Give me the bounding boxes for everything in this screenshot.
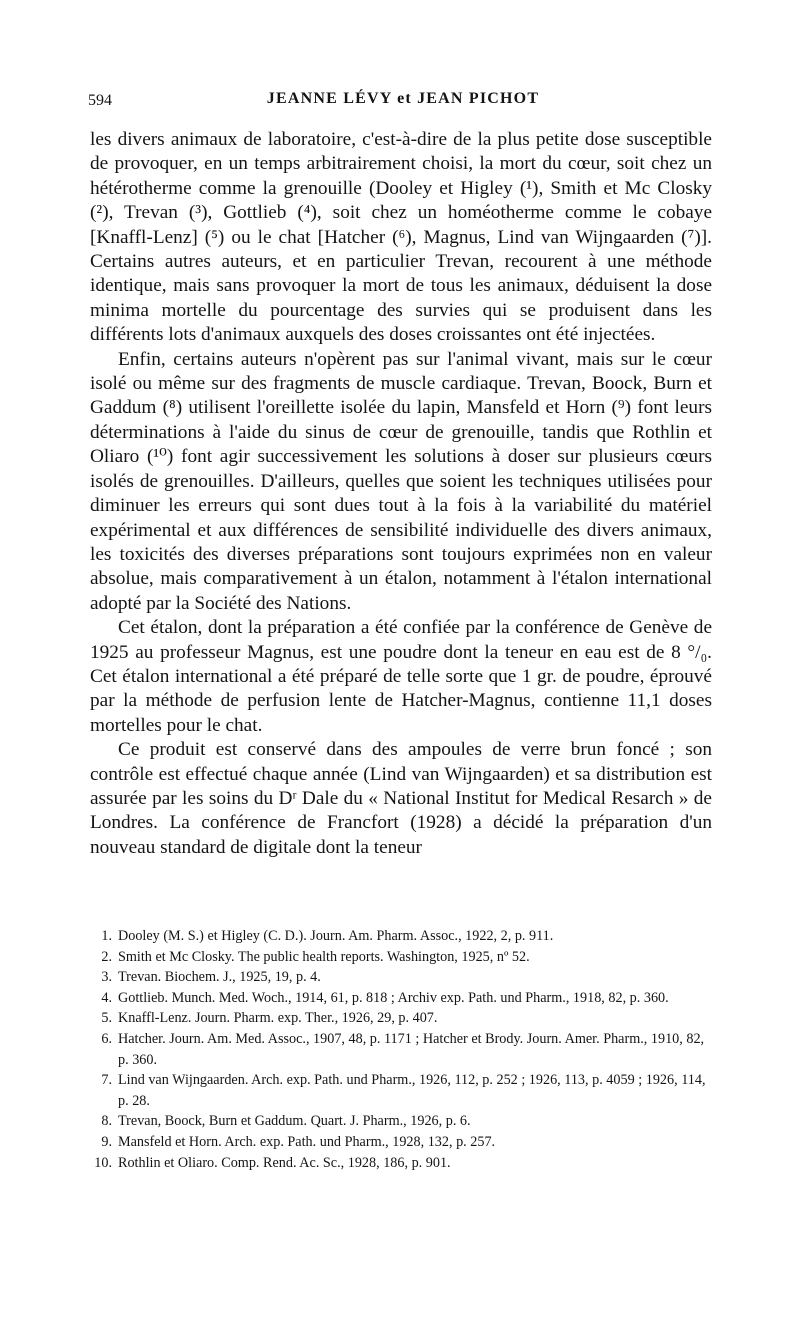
footnote bbox=[90, 1029, 712, 1070]
page-header bbox=[88, 90, 718, 114]
footnote-text: Smith et Mc Closky. The public health reports. Washington, 1925, nº 52. bbox=[118, 948, 530, 965]
footnote-number: 6. bbox=[101, 1030, 112, 1047]
running-title: JEANNE LÉVY et JEAN PICHOT bbox=[266, 90, 540, 107]
footnote-text: Trevan. Biochem. J., 1925, 19, p. 4. bbox=[118, 969, 321, 986]
footnote-text: Gottlieb. Munch. Med. Woch., 1914, 61, p. 818 ; Archiv exp. Path. und Pharm., 1918, 82, p. 360. bbox=[118, 989, 669, 1006]
footnote-number: 3. bbox=[101, 969, 112, 986]
footnote-number: 5. bbox=[101, 1010, 112, 1027]
footnote-text: Mansfeld et Horn. Arch. exp. Path. und Pharm., 1928, 132, p. 257. bbox=[118, 1133, 496, 1150]
footnote bbox=[90, 1008, 712, 1029]
footnote-text: Rothlin et Oliaro. Comp. Rend. Ac. Sc., 1928, 186, p. 901. bbox=[118, 1154, 451, 1171]
page-number: 594 bbox=[88, 92, 112, 109]
footnote-text: Knaffl-Lenz. Journ. Pharm. exp. Ther., 1926, 29, p. 407. bbox=[118, 1010, 438, 1027]
footnote-number: 7. bbox=[101, 1072, 112, 1089]
footnote-number: 9. bbox=[101, 1133, 112, 1150]
footnote bbox=[90, 1132, 712, 1153]
paragraph: Ce produit est conservé dans des ampoules de verre brun foncé ; son contrôle est effectué chaque année (Lind van Wijngaarden) et sa distribution est assurée par les soins du Dʳ Dale du « National Institut for Medical Resarch » de Londres. La conférence de Francfort (1928) a décidé la préparation d'un nouveau standard de digitale dont la teneur bbox=[90, 739, 712, 858]
footnote-number: 1. bbox=[101, 928, 112, 944]
footnote bbox=[90, 947, 712, 968]
footnote-text: Dooley (M. S.) et Higley (C. D.). Journ. Am. Pharm. Assoc., 1922, 2, p. 911. bbox=[118, 928, 554, 944]
footnote-number: 8. bbox=[101, 1113, 112, 1130]
footnote-text: Lind van Wijngaarden. Arch. exp. Path. und Pharm., 1926, 112, p. 252 ; 1926, 113, p. 4059 ; 1926, 114, p. 28. bbox=[118, 1072, 706, 1109]
paragraph: Cet étalon, dont la préparation a été confiée par la conférence de Genève de 1925 au professeur Magnus, est une poudre dont la teneur en eau est de 8 °/₀. Cet étalon international a été préparé de telle sorte que 1 gr. de poudre, éprouvé par la méthode de perfusion lente de Hatcher-Magnus, contienne 11,1 doses mortelles pour le chat. bbox=[90, 617, 712, 736]
footnote-text: Hatcher. Journ. Am. Med. Assoc., 1907, 48, p. 1171 ; Hatcher et Brody. Journ. Amer. Pharm., 1910, 82, p. 360. bbox=[118, 1030, 705, 1068]
body-text bbox=[90, 128, 712, 860]
footnote bbox=[90, 1153, 712, 1174]
footnote-number: 4. bbox=[101, 989, 112, 1006]
footnote bbox=[90, 926, 712, 947]
footnote-number: 2. bbox=[101, 948, 112, 965]
footnote bbox=[90, 1070, 712, 1111]
paragraph: Enfin, certains auteurs n'opèrent pas sur l'animal vivant, mais sur le cœur isolé ou même sur des fragments de muscle cardiaque. Trevan, Boock, Burn et Gaddum (⁸) utilisent l'oreillette isolée du lapin, Mansfeld et Horn (⁹) font leurs déterminations à l'aide du sinus de cœur de grenouille, tandis que Rothlin et Oliaro (¹⁰) font agir successivement les solutions à doser sur plusieurs cœurs isolés de grenouilles. D'ailleurs, quelles que soient les techniques utilisées pour diminuer les erreurs qui sont dues tout à la fois à la variabilité du matériel expérimental et aux différences de sensibilité individuelle des divers animaux, les toxicités des diverses préparations sont toujours exprimées non en valeur absolue, mais comparativement à un étalon, notamment à l'étalon international adopté par la Société des Nations. bbox=[90, 348, 712, 614]
paragraph: les divers animaux de laboratoire, c'est-à-dire de la plus petite dose susceptible de provoquer, en un temps arbitrairement choisi, la mort du cœur, soit chez un hétérotherme comme la grenouille (Dooley et Higley (¹), Smith et Mc Closky (²), Trevan (³), Gottlieb (⁴), soit chez un homéotherme comme le cobaye [Knaffl-Lenz] (⁵) ou le chat [Hatcher (⁶), Magnus, Lind van Wijngaarden (⁷)]. Certains autres auteurs, et en particulier Trevan, recourent à une méthode identique, mais sans provoquer la mort de tous les animaux, déduisent la dose minima mortelle du pourcentage des survies qui se produisent dans les différents lots d'animaux auxquels des doses croissantes ont été injectées. bbox=[90, 129, 712, 346]
footnote-number: 10. bbox=[94, 1154, 112, 1171]
footnote bbox=[90, 967, 712, 988]
footnote bbox=[90, 1111, 712, 1132]
footnote-text: Trevan, Boock, Burn et Gaddum. Quart. J. Pharm., 1926, p. 6. bbox=[118, 1113, 471, 1130]
footnotes bbox=[90, 926, 712, 1173]
footnote bbox=[90, 988, 712, 1009]
